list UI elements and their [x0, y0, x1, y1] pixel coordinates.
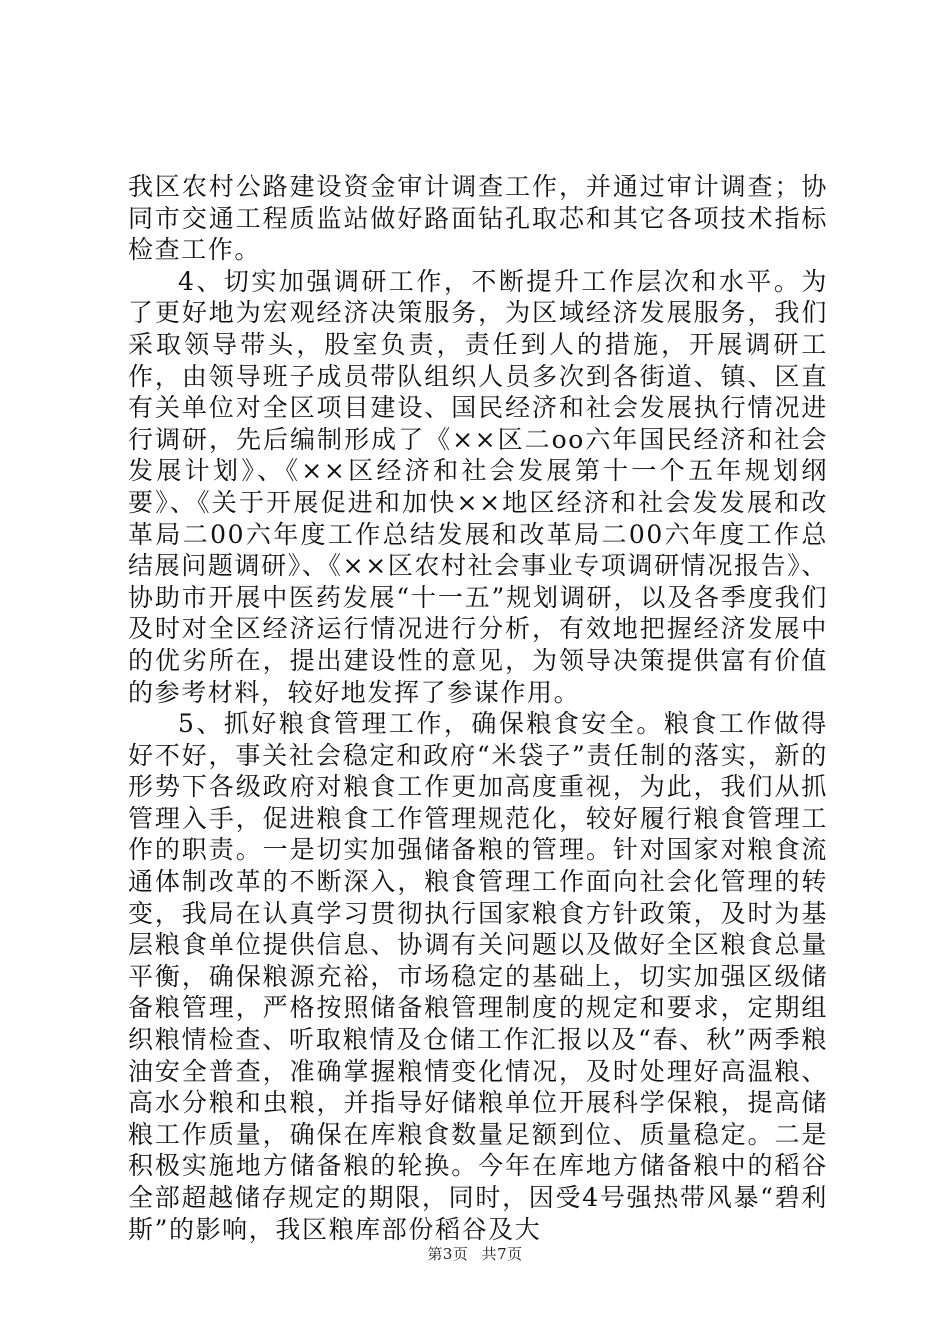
paragraph-3: 5、抓好粮食管理工作，确保粮食安全。粮食工作做得好不好，事关社会稳定和政府“米袋子”责任制的落实，新的形势下各级政府对粮食工作更加高度重视，为此，我们从抓管理入手，促进粮食工作管理规范化，较好履行粮食管理工作的职责。一是切实加强储备粮的管理。针对国家对粮食流通体制改革的不断深入，粮食管理工作面向社会化管理的转变，我局在认真学习贯彻执行国家粮食方针政策，及时为基层粮食单位提供信息、协调有关问题以及做好全区粮食总量平衡，确保粮源充裕，市场稳定的基础上，切实加强区级储备粮管理，严格按照储备粮管理制度的规定和要求，定期组织粮情检查、听取粮情及仓储工作汇报以及“春、秋”两季粮油安全普查，准确掌握粮情变化情况，及时处理好高温粮、高水分粮和虫粮，并指导好储粮单位开展科学保粮，提高储粮工作质量，确保在库粮食数量足额到位、质量稳定。二是积极实施地方储备粮的轮换。今年在库地方储备粮中的稻谷全部超越储存规定的期限，同时，因受4号强热带风暴“碧利斯”的影响，我区粮库部份稻谷及大 [128, 709, 828, 1244]
page-total: 共7页 [481, 1245, 523, 1263]
paragraph-1: 我区农村公路建设资金审计调查工作，并通过审计调查；协同市交通工程质监站做好路面钻孔取芯和其它各项技术指标检查工作。 [128, 172, 828, 265]
document-body [128, 171, 828, 1245]
paragraph-2: 4、切实加强调研工作，不断提升工作层次和水平。为了更好地为宏观经济决策服务，为区域经济发展服务，我们采取领导带头，股室负责，责任到人的措施，开展调研工作，由领导班子成员带队组织人员多次到各街道、镇、区直有关单位对全区项目建设、国民经济和社会发展执行情况进行调研，先后编制形成了《××区二oo六年国民经济和社会发展计划》、《××区经济和社会发展第十一个五年规划纲要》、《关于开展促进和加快××地区经济和社会发发展和改革局二00六年度工作总结发展和改革局二00六年度工作总结展问题调研》、《××区农村社会事业专项调研情况报告》、协助市开展中医药发展“十一五”规划调研，以及各季度我们及时对全区经济运行情况进行分析，有效地把握经济发展中的优劣所在，提出建设性的意见，为领导决策提供富有价值的参考材料，较好地发挥了参谋作用。 [128, 266, 828, 707]
page-number: 第3页 [427, 1245, 469, 1263]
page-footer [0, 1243, 950, 1264]
